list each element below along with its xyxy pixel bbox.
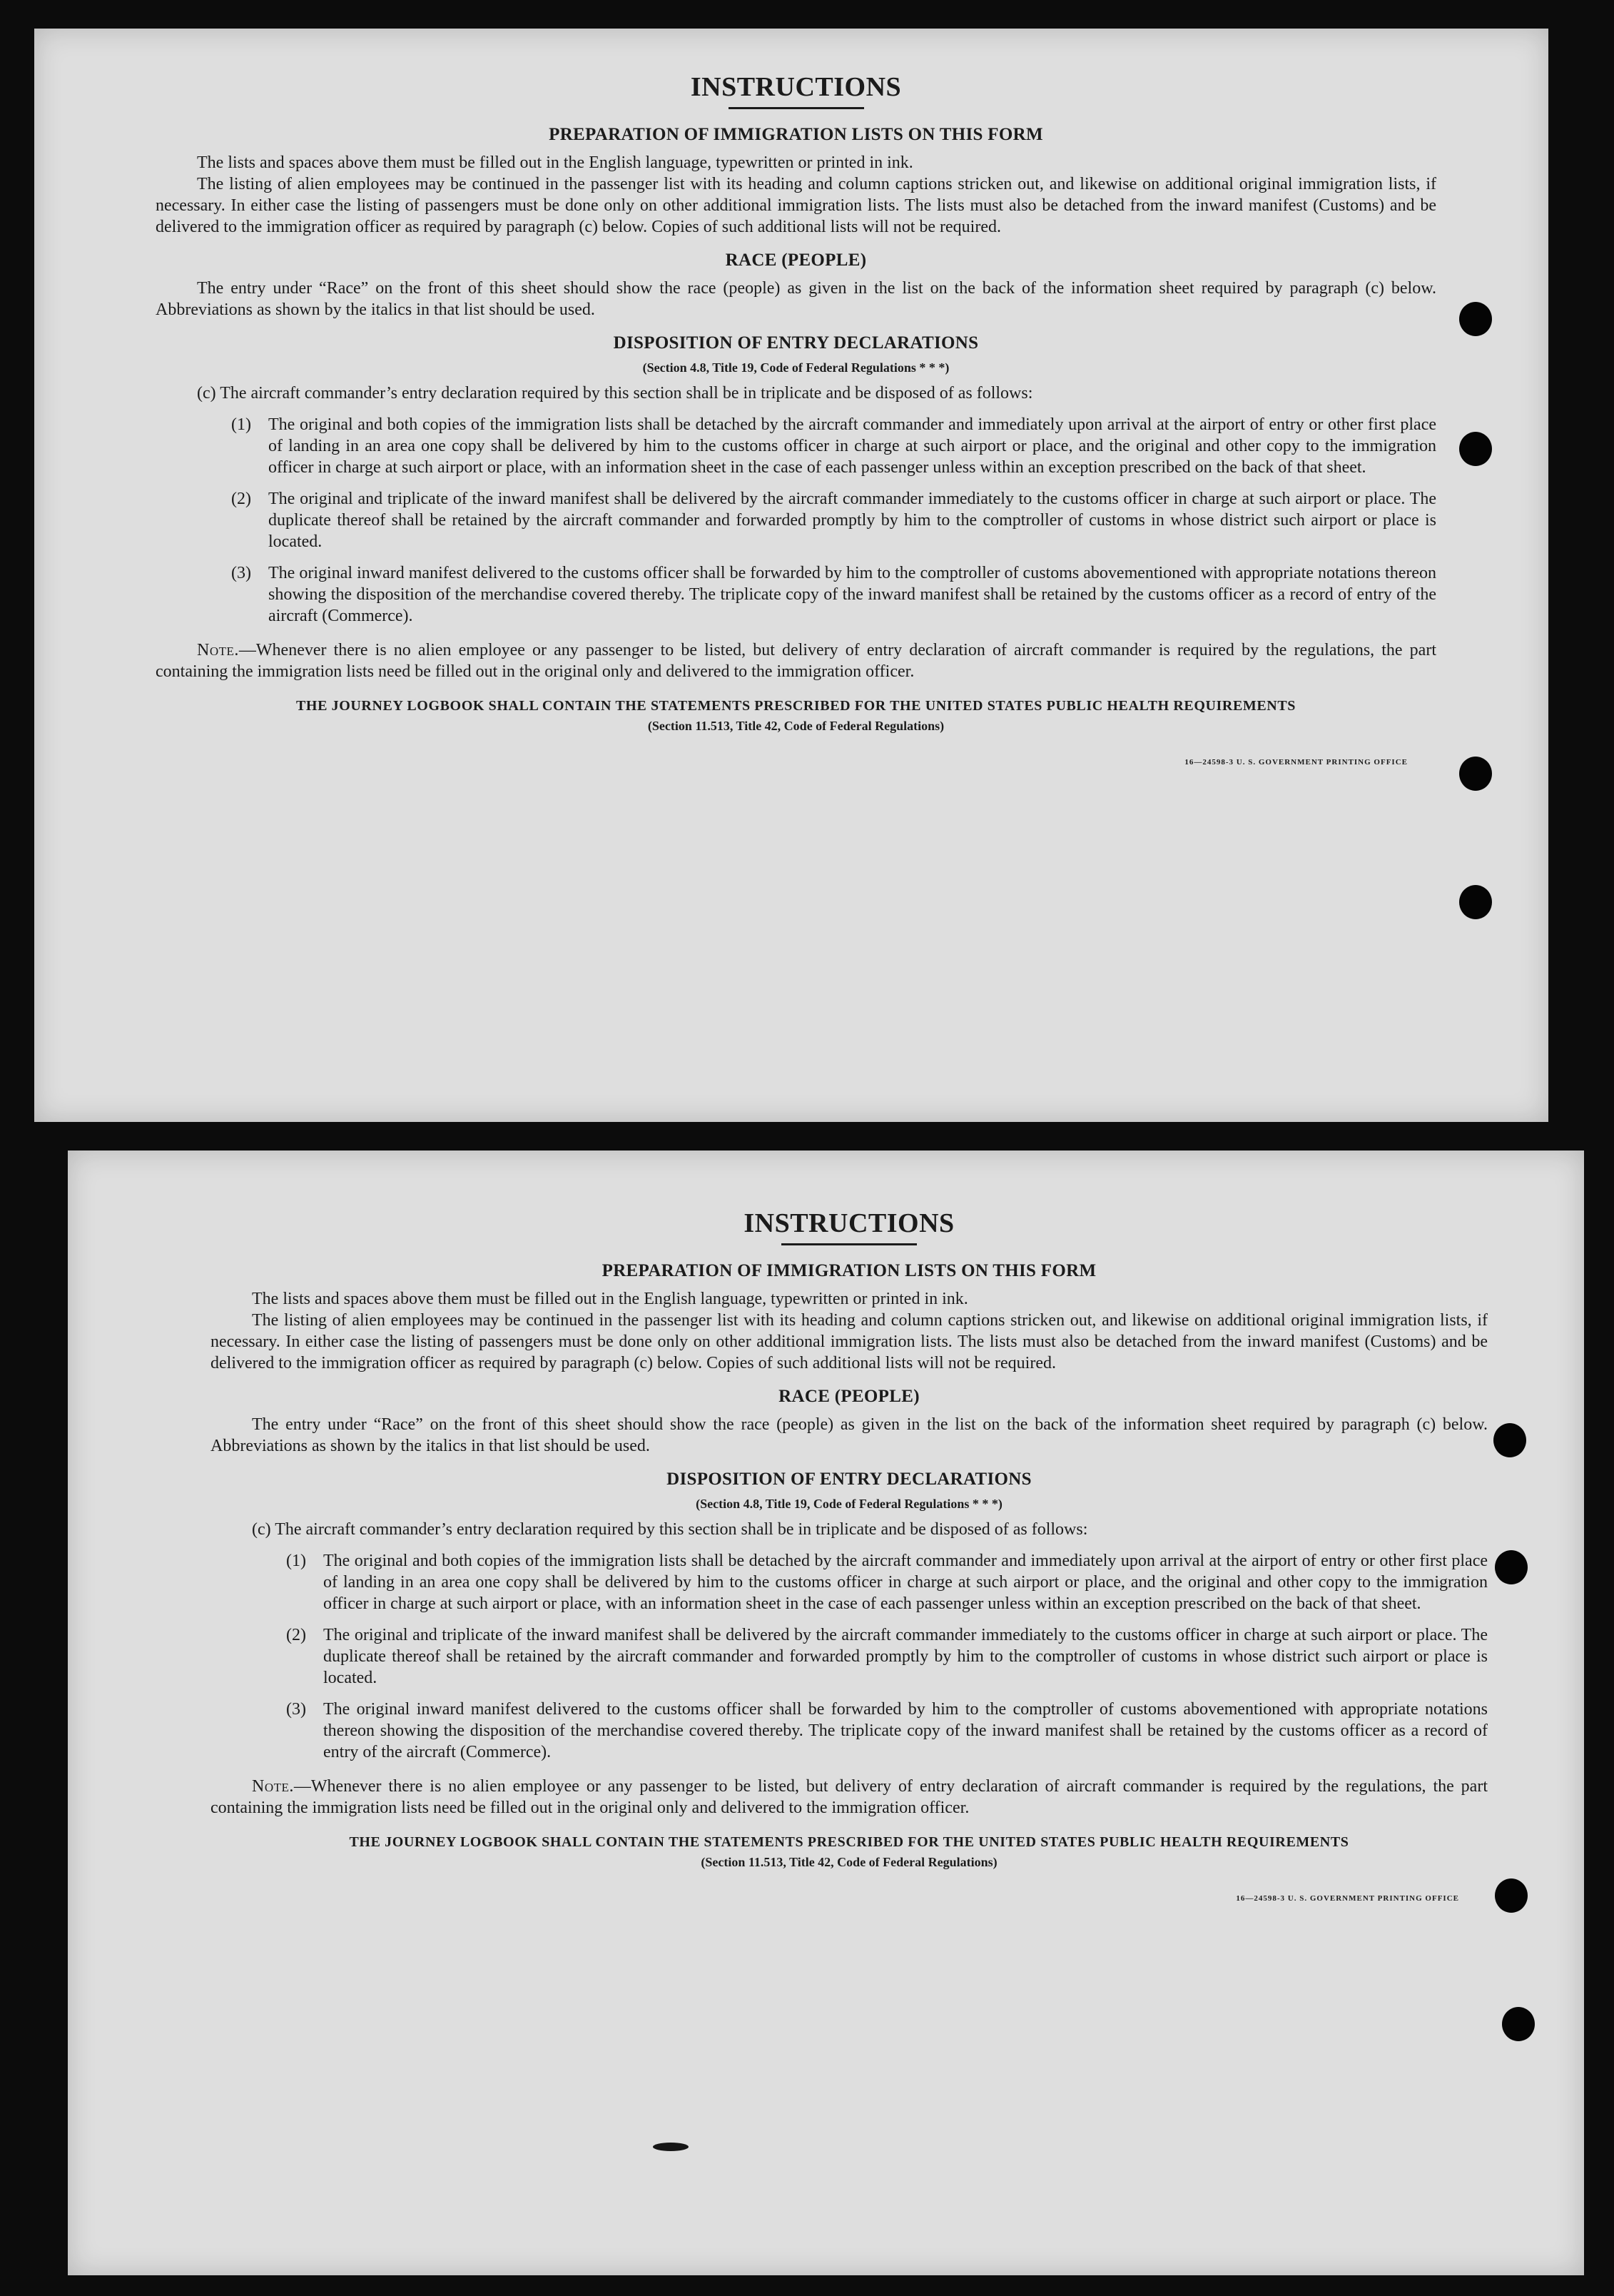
section-citation: (Section 4.8, Title 19, Code of Federal Regulations * * *) <box>696 1497 1003 1511</box>
item-number: (2) <box>286 1626 306 1644</box>
punch-hole-icon <box>1459 757 1492 791</box>
paragraph: The lists and spaces above them must be filled out in the English language, typewritten or printed in ink. <box>197 153 913 172</box>
health-requirements-citation: (Section 11.513, Title 42, Code of Federal Regulations) <box>701 1855 998 1869</box>
paragraph: The listing of alien employees may be continued in the passenger list with its heading and column captions stricken out, and likewise on additional original immigration lists, if necessary. In either case the listing of passengers must be done only on other additional immigration lists. The lists must also be detached from the inward manifest (Customs) and be delivered to the immigration officer as required by paragraph (c) below. Copies of such additional lists will not be required. <box>156 175 1436 236</box>
section-heading-race: RACE (PEOPLE) <box>725 251 867 270</box>
section-heading-preparation: PREPARATION OF IMMIGRATION LISTS ON THIS FORM <box>549 125 1043 144</box>
section-heading-disposition: DISPOSITION OF ENTRY DECLARATIONS <box>613 333 979 353</box>
list-item <box>210 1550 1488 1614</box>
health-requirements-heading: THE JOURNEY LOGBOOK SHALL CONTAIN THE STATEMENTS PRESCRIBED FOR THE UNITED STATES PUBLIC HEALTH REQUIREMENTS <box>349 1834 1349 1850</box>
paragraph: The entry under “Race” on the front of this sheet should show the race (people) as given in the list on the back of the information sheet required by paragraph (c) below. Abbreviations as shown by the italics in that list should be used. <box>156 279 1436 319</box>
punch-hole-icon <box>1493 1423 1526 1457</box>
printing-office-code: 16—24598-3 U. S. GOVERNMENT PRINTING OFFICE <box>1236 1894 1459 1903</box>
note-label: Note. <box>252 1777 294 1796</box>
title-rule <box>781 1243 917 1245</box>
list-item <box>156 488 1436 552</box>
item-number: (2) <box>231 490 251 508</box>
item-text: The original and both copies of the immigration lists shall be detached by the aircraft commander and immediately upon arrival at the airport of entry or other first place of landing in an area one copy shall be delivered by him to the customs officer in charge at such airport or place, and the original and other copy to the immigration officer in charge at such airport or place, with an information sheet in the case of each passenger unless within an exception prescribed on the back of that sheet. <box>323 1552 1488 1613</box>
paragraph-c: (c) The aircraft commander’s entry declaration required by this section shall be in triplicate and be disposed of as follows: <box>252 1520 1088 1539</box>
page-title: INSTRUCTIONS <box>743 1208 955 1238</box>
paragraph: The lists and spaces above them must be filled out in the English language, typewritten or printed in ink. <box>252 1290 968 1308</box>
item-text: The original inward manifest delivered to the customs officer shall be forwarded by him to the comptroller of customs abovementioned with appropriate notations thereon showing the disposition of the merchandise covered thereby. The triplicate copy of the inward manifest shall be retained by the customs officer as a record of entry of the aircraft (Commerce). <box>323 1700 1488 1761</box>
item-text: The original and triplicate of the inward manifest shall be delivered by the aircraft commander immediately to the customs officer in charge at such airport or place. The duplicate thereof shall be retained by the aircraft commander and forwarded promptly by him to the comptroller of customs in whose district such airport or place is located. <box>323 1626 1488 1687</box>
note-paragraph <box>156 639 1436 682</box>
punch-hole-icon <box>1459 432 1492 466</box>
health-requirements-citation: (Section 11.513, Title 42, Code of Federal Regulations) <box>647 719 945 733</box>
list-item <box>210 1699 1488 1763</box>
punch-hole-icon <box>1495 1878 1528 1913</box>
item-text: The original inward manifest delivered to the customs officer shall be forwarded by him to the comptroller of customs abovementioned with appropriate notations thereon showing the disposition of the merchandise covered thereby. The triplicate copy of the inward manifest shall be retained by the customs officer as a record of entry of the aircraft (Commerce). <box>268 564 1436 625</box>
instruction-sheet-bottom <box>68 1150 1584 2275</box>
item-number: (3) <box>286 1700 306 1719</box>
note-text: —Whenever there is no alien employee or any passenger to be listed, but delivery of entry declaration of aircraft commander is required by the regulations, the part containing the immigration lists need be filled out in the original only and delivered to the immigration officer. <box>210 1777 1488 1817</box>
item-number: (1) <box>231 415 251 434</box>
printing-office-code: 16—24598-3 U. S. GOVERNMENT PRINTING OFFICE <box>1184 758 1408 767</box>
item-text: The original and triplicate of the inward manifest shall be delivered by the aircraft commander immediately to the customs officer in charge at such airport or place. The duplicate thereof shall be retained by the aircraft commander and forwarded promptly by him to the comptroller of customs in whose district such airport or place is located. <box>268 490 1436 551</box>
item-text: The original and both copies of the immigration lists shall be detached by the aircraft commander and immediately upon arrival at the airport of entry or other first place of landing in an area one copy shall be delivered by him to the customs officer in charge at such airport or place, and the original and other copy to the immigration officer in charge at such airport or place, with an information sheet in the case of each passenger unless within an exception prescribed on the back of that sheet. <box>268 415 1436 477</box>
section-heading-disposition: DISPOSITION OF ENTRY DECLARATIONS <box>666 1470 1032 1489</box>
punch-hole-icon <box>1459 302 1492 336</box>
punch-hole-icon <box>1502 2007 1535 2041</box>
instruction-sheet-top <box>34 29 1548 1122</box>
item-number: (1) <box>286 1552 306 1570</box>
page-title: INSTRUCTIONS <box>690 72 902 102</box>
list-item <box>210 1624 1488 1689</box>
ink-blot-icon <box>653 2143 689 2151</box>
sheet-content <box>210 1208 1488 1903</box>
punch-hole-icon <box>1495 1550 1528 1584</box>
list-item <box>156 414 1436 478</box>
note-text: —Whenever there is no alien employee or any passenger to be listed, but delivery of entry declaration of aircraft commander is required by the regulations, the part containing the immigration lists need be filled out in the original only and delivered to the immigration officer. <box>156 641 1436 681</box>
section-heading-race: RACE (PEOPLE) <box>778 1387 920 1406</box>
item-number: (3) <box>231 564 251 582</box>
paragraph: The listing of alien employees may be continued in the passenger list with its heading and column captions stricken out, and likewise on additional original immigration lists, if necessary. In either case the listing of passengers must be done only on other additional immigration lists. The lists must also be detached from the inward manifest (Customs) and be delivered to the immigration officer as required by paragraph (c) below. Copies of such additional lists will not be required. <box>210 1311 1488 1372</box>
paragraph-c: (c) The aircraft commander’s entry declaration required by this section shall be in triplicate and be disposed of as follows: <box>197 384 1033 403</box>
section-heading-preparation: PREPARATION OF IMMIGRATION LISTS ON THIS FORM <box>602 1261 1097 1280</box>
health-requirements-heading: THE JOURNEY LOGBOOK SHALL CONTAIN THE STATEMENTS PRESCRIBED FOR THE UNITED STATES PUBLIC HEALTH REQUIREMENTS <box>295 698 1296 714</box>
list-item <box>156 562 1436 627</box>
note-label: Note. <box>197 641 239 659</box>
title-rule <box>729 107 864 109</box>
note-paragraph <box>210 1776 1488 1819</box>
section-citation: (Section 4.8, Title 19, Code of Federal Regulations * * *) <box>642 360 950 375</box>
paragraph: The entry under “Race” on the front of this sheet should show the race (people) as given in the list on the back of the information sheet required by paragraph (c) below. Abbreviations as shown by the italics in that list should be used. <box>210 1415 1488 1455</box>
sheet-content <box>156 71 1436 767</box>
punch-hole-icon <box>1459 885 1492 919</box>
